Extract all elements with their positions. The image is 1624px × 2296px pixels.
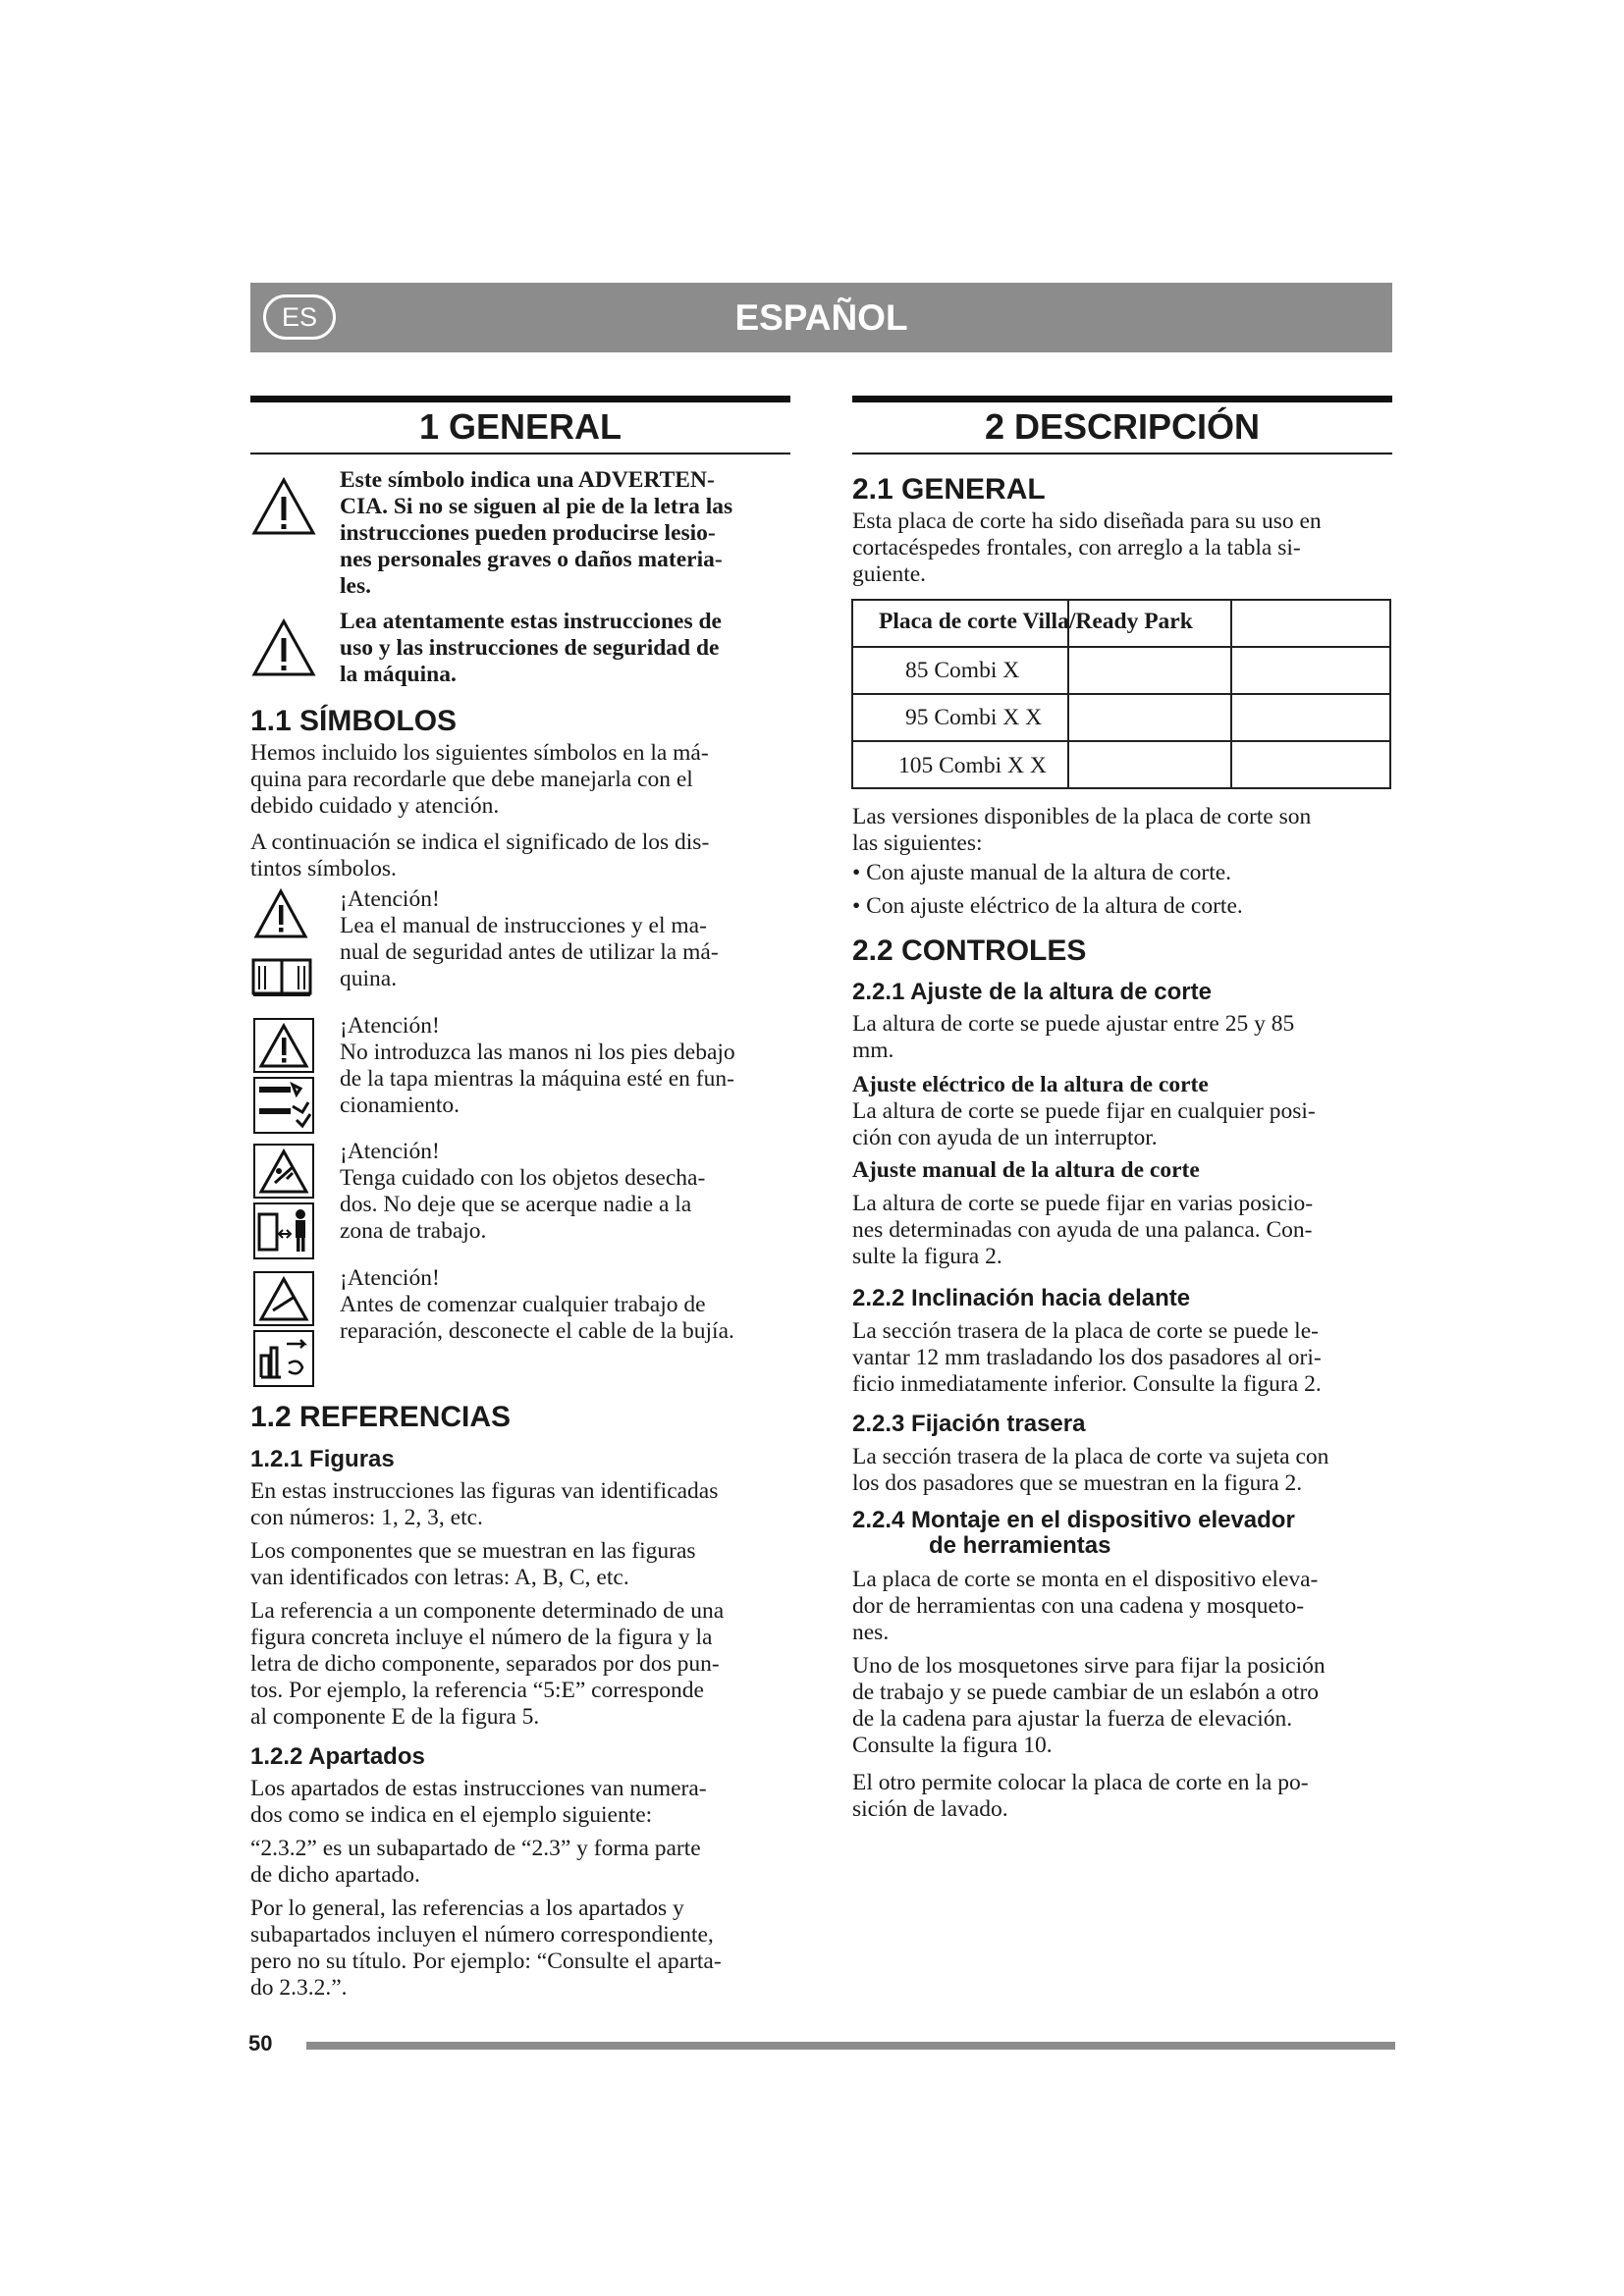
table-cell: 105 Combi X X <box>898 753 1047 778</box>
simbolos-paragraph-2: A continuación se indica el significado de los dis- tintos símbolos. <box>250 829 710 881</box>
warning-text-2: Lea atentamente estas instrucciones de uso y las instrucciones de seguridad de la máquina. <box>340 609 722 687</box>
heading-2-2-1: 2.2.1 Ajuste de la altura de corte <box>852 979 1212 1005</box>
heading-general-2-1: 2.1 GENERAL <box>852 473 1046 506</box>
thrown-objects-icon <box>253 1144 314 1199</box>
warning-triangle-icon <box>253 888 308 939</box>
book-manual-icon <box>251 954 312 999</box>
apartados-paragraph-1: Los apartados de estas instrucciones van numera- dos como se indica en el ejemplo siguiente: <box>250 1776 707 1828</box>
symbol-description-1: ¡Atención! Lea el manual de instrucciones y el ma- nual de seguridad antes de utilizar la má- quina. <box>340 886 719 991</box>
section-title-general: 1 GENERAL <box>418 406 623 447</box>
keep-distance-icon <box>253 1202 314 1259</box>
table-header: Placa de corte Villa/Ready Park <box>879 609 1193 634</box>
figuras-paragraph-3: La referencia a un componente determinado de una figura concreta incluye el número de la figura y la letra de dicho componente, separados por dos pun- tos. Por ejemplo, la referencia “5:E” corresponde al componente E de la figura 5. <box>250 1598 725 1730</box>
s221-subheading-electric: Ajuste eléctrico de la altura de corte <box>852 1072 1209 1097</box>
language-code-badge: ES <box>263 294 336 340</box>
s224-paragraph-3: El otro permite colocar la placa de corte en la po- sición de lavado. <box>852 1770 1309 1822</box>
figuras-paragraph-1: En estas instrucciones las figuras van identificadas con números: 1, 2, 3, etc. <box>250 1478 719 1530</box>
simbolos-paragraph-1: Hemos incluido los siguientes símbolos en la má- quina para recordarle que debe manejarla con el debido cuidado y atención. <box>250 740 709 819</box>
general-paragraph-2: Las versiones disponibles de la placa de corte son las siguientes: <box>852 804 1312 856</box>
s223-paragraph: La sección trasera de la placa de corte va sujeta con los dos pasadores que se muestran en la figura 2. <box>852 1444 1329 1496</box>
symbol-description-4: ¡Atención! Antes de comenzar cualquier trabajo de reparación, desconecte el cable de la bujía. <box>340 1265 734 1344</box>
warning-text-1: Este símbolo indica una ADVERTEN- CIA. Si no se siguen al pie de la letra las instrucciones pueden producirse lesio- nes personales graves o daños materia- les. <box>340 467 733 599</box>
repair-warning-icon <box>253 1271 314 1326</box>
figuras-paragraph-2: Los componentes que se muestran en las figuras van identificados con letras: A, B, C, etc. <box>250 1538 696 1590</box>
general-paragraph-1: Esta placa de corte ha sido diseñada para su uso en cortacéspedes frontales, con arreglo a la tabla si- guiente. <box>852 508 1322 587</box>
symbol-description-3: ¡Atención! Tenga cuidado con los objetos desecha- dos. No deje que se acerque nadie a la zona de trabajo. <box>340 1139 706 1244</box>
s221-paragraph-3: La altura de corte se puede fijar en varias posicio- nes determinadas con ayuda de una palanca. Con- sulte la figura 2. <box>852 1191 1314 1269</box>
warning-triangle-icon <box>251 477 316 536</box>
section-rule-top <box>852 396 1392 402</box>
hand-foot-blade-icon <box>253 1077 314 1134</box>
heading-2-2-2: 2.2.2 Inclinación hacia delante <box>852 1285 1191 1311</box>
warning-triangle-icon <box>253 1018 314 1073</box>
heading-apartados: 1.2.2 Apartados <box>250 1743 425 1770</box>
s221-paragraph-1: La altura de corte se puede ajustar entre 25 y 85 mm. <box>852 1011 1295 1063</box>
page-number: 50 <box>248 2031 273 2056</box>
heading-referencias: 1.2 REFERENCIAS <box>250 1401 512 1433</box>
heading-figuras: 1.2.1 Figuras <box>250 1446 395 1472</box>
warning-triangle-icon <box>251 618 316 677</box>
s224-paragraph-2: Uno de los mosquetones sirve para fijar la posición de trabajo y se puede cambiar de un eslabón a otro de la cadena para ajustar la fuerza de elevación. Consulte la figura 10. <box>852 1653 1326 1758</box>
heading-simbolos: 1.1 SÍMBOLOS <box>250 705 458 737</box>
heading-2-2-4: 2.2.4 Montaje en el dispositivo elevador <box>852 1507 1295 1533</box>
apartados-paragraph-3: Por lo general, las referencias a los apartados y subapartados incluyen el número correspondiente, pero no su título. Por ejemplo: “Consulte el aparta- do 2.3.2.”. <box>250 1896 722 2001</box>
apartados-paragraph-2: “2.3.2” es un subapartado de “2.3” y forma parte de dicho apartado. <box>250 1836 701 1888</box>
bullet-item: • Con ajuste eléctrico de la altura de corte. <box>852 893 1243 919</box>
s221-subheading-manual: Ajuste manual de la altura de corte <box>852 1157 1200 1183</box>
heading-2-2-4-continued: de herramientas <box>929 1532 1111 1559</box>
spark-plug-icon <box>253 1330 314 1387</box>
table-cell: 95 Combi X X <box>905 705 1043 730</box>
s224-paragraph-1: La placa de corte se monta en el dispositivo eleva- dor de herramientas con una cadena y mosqueto- nes. <box>852 1567 1319 1645</box>
section-rule-top <box>250 396 790 402</box>
heading-2-2-3: 2.2.3 Fijación trasera <box>852 1411 1086 1437</box>
s221-paragraph-2: La altura de corte se puede fijar en cualquier posi- ción con ayuda de un interruptor. <box>852 1098 1316 1150</box>
section-rule-bottom <box>250 453 790 454</box>
table-cell: 85 Combi X <box>905 658 1020 683</box>
bullet-item: • Con ajuste manual de la altura de corte. <box>852 860 1232 885</box>
section-rule-bottom <box>852 453 1392 454</box>
s222-paragraph: La sección trasera de la placa de corte se puede le- vantar 12 mm trasladando los dos pasadores al ori- ficio inmediatamente inferior. Consulte la figura 2. <box>852 1318 1322 1397</box>
language-title: ESPAÑOL <box>734 296 908 338</box>
heading-controles: 2.2 CONTROLES <box>852 934 1087 967</box>
footer-rule <box>306 2042 1395 2050</box>
symbol-description-2: ¡Atención! No introduzca las manos ni los pies debajo de la tapa mientras la máquina esté en fun- cionamiento. <box>340 1013 735 1118</box>
section-title-descripcion: 2 DESCRIPCIÓN <box>984 406 1261 447</box>
